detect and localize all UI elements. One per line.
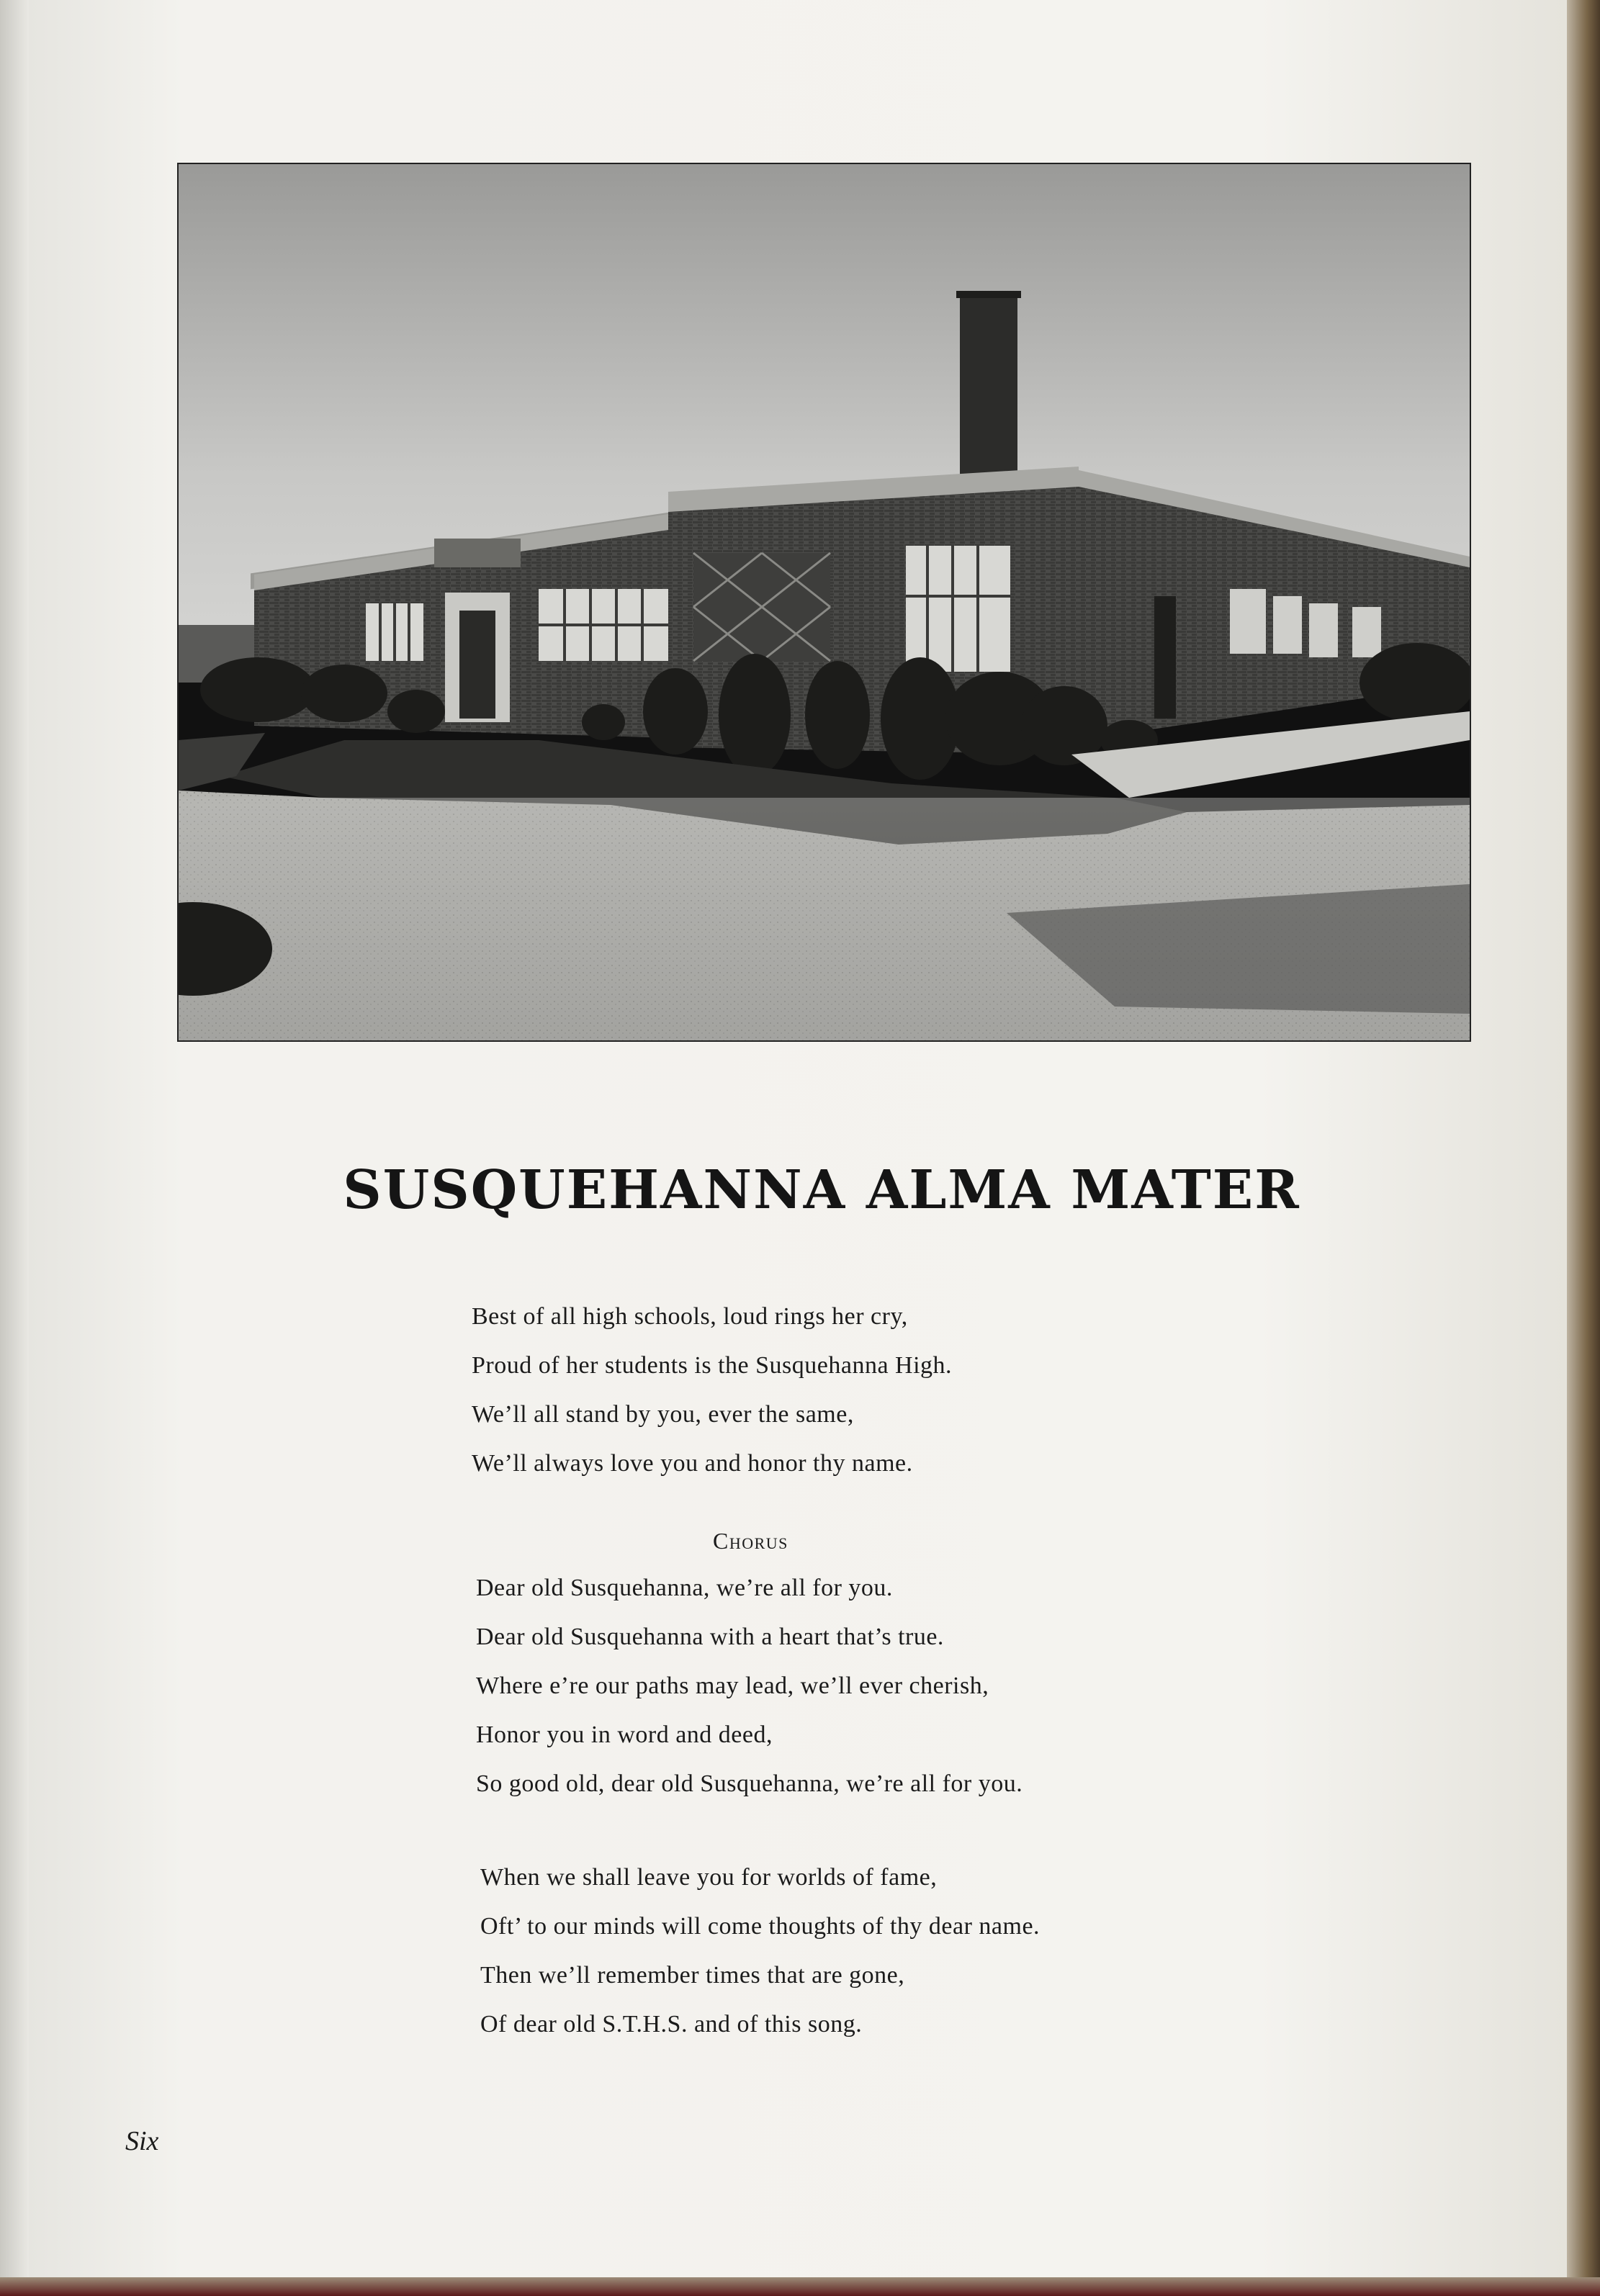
- verse-line: We’ll all stand by you, ever the same,: [472, 1401, 854, 1428]
- page-number: Six: [125, 2126, 159, 2156]
- chorus-line: Honor you in word and deed,: [476, 1721, 773, 1748]
- page-bottom-edge: [0, 2277, 1600, 2296]
- verse-line: Best of all high schools, loud rings her cry,: [472, 1303, 908, 1330]
- verse-line: We’ll always love you and honor thy name.: [472, 1450, 913, 1477]
- page-edge: [1567, 0, 1600, 2296]
- chorus: [476, 1564, 1023, 1809]
- chorus-line: Where e’re our paths may lead, we’ll ever cherish,: [476, 1673, 989, 1699]
- verse-line: Of dear old S.T.H.S. and of this song.: [480, 2011, 863, 2038]
- verse-two: [480, 1853, 1040, 2049]
- verse-line: Oft’ to our minds will come thoughts of thy dear name.: [480, 1913, 1041, 1940]
- chorus-line: Dear old Susquehanna with a heart that’s true.: [476, 1624, 944, 1650]
- verse-line: Then we’ll remember times that are gone,: [480, 1962, 905, 1989]
- school-building-photo: [177, 163, 1471, 1042]
- verse-line: Proud of her students is the Susquehanna High.: [472, 1352, 953, 1379]
- chorus-line: Dear old Susquehanna, we’re all for you.: [476, 1575, 893, 1601]
- page-binding-shadow: [0, 0, 29, 2296]
- chorus-heading: Chorus: [713, 1528, 788, 1554]
- verse-line: When we shall leave you for worlds of fame,: [480, 1864, 938, 1891]
- chorus-line: So good old, dear old Susquehanna, we’re all for you.: [476, 1770, 1023, 1797]
- page-title: SUSQUEHANNA ALMA MATER: [343, 1159, 1300, 1221]
- verse-one: [472, 1292, 952, 1488]
